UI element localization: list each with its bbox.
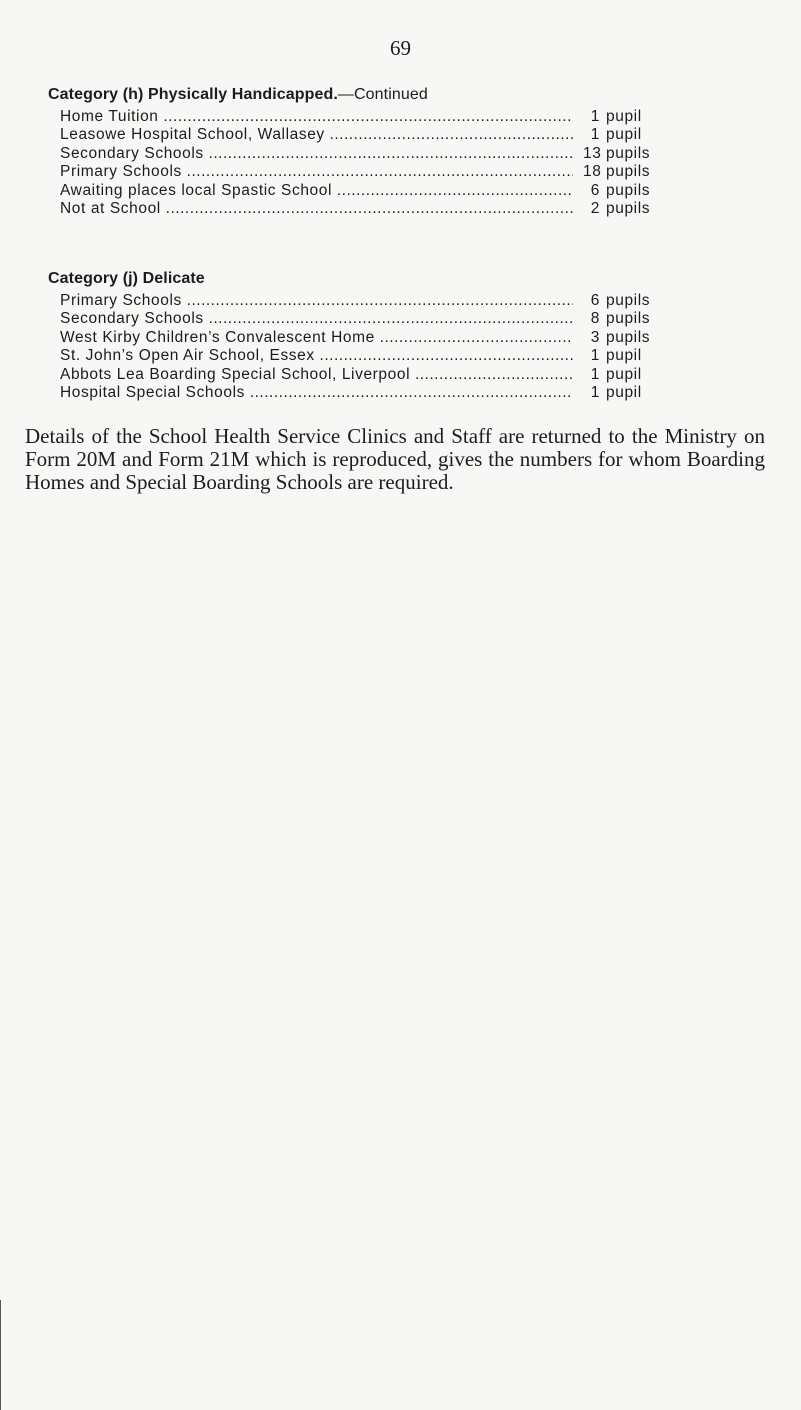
entry-quantity (573, 145, 688, 163)
entry-list (60, 292, 688, 402)
list-item (60, 200, 688, 218)
entry-unit: pupils (606, 163, 651, 181)
entry-quantity (573, 292, 688, 310)
list-item (60, 126, 688, 144)
list-item (60, 384, 688, 402)
entry-label: Not at School ..... (60, 200, 573, 218)
entry-count: 2 (590, 199, 600, 217)
entry-unit: pupils (606, 181, 651, 199)
entry-count: 18 (583, 163, 602, 181)
entry-quantity (573, 200, 688, 218)
entry-count: 13 (583, 144, 602, 162)
section-delicate (48, 268, 688, 402)
entry-list (60, 108, 688, 218)
section-heading (48, 84, 688, 106)
entry-count: 1 (590, 347, 600, 365)
entry-count: 8 (590, 310, 600, 328)
list-item (60, 108, 688, 126)
body-paragraph: Details of the School Health Service Clinics and Staff are returned to the Ministry on Form 20M and Form 21M which is reproduced, gives the numbers for whom Boarding Homes and Special Boarding Schools are required. (25, 424, 765, 494)
entry-quantity (573, 182, 688, 200)
entry-unit: pupil (606, 108, 642, 125)
entry-label: West Kirby Children’s Convalescent Home ..... (60, 329, 573, 347)
entry-label: Awaiting places local Spastic School ..... (60, 182, 573, 200)
section-heading-text: Category (h) Physically Handicapped. (48, 86, 338, 103)
entry-unit: pupil (606, 347, 642, 365)
entry-count: 1 (590, 108, 600, 125)
section-physically-handicapped (48, 84, 688, 218)
entry-label: Primary Schools ..... (60, 163, 573, 181)
entry-count: 6 (590, 292, 600, 309)
entry-count: 1 (590, 126, 600, 144)
entry-quantity (573, 126, 688, 144)
entry-quantity (573, 163, 688, 181)
entry-label: Hospital Special Schools ..... (60, 384, 573, 402)
list-item (60, 329, 688, 347)
continued-label: —Continued (337, 86, 428, 103)
entry-label: Leasowe Hospital School, Wallasey ..... (60, 126, 573, 144)
section-heading: Category (j) Delicate (48, 270, 205, 287)
entry-quantity (573, 310, 688, 328)
entry-unit: pupils (606, 310, 651, 328)
page-number: 69 (390, 36, 411, 60)
list-item (60, 347, 688, 365)
list-item (60, 182, 688, 200)
entry-quantity (573, 347, 688, 365)
list-item (60, 366, 688, 384)
entry-count: 3 (590, 328, 600, 346)
page-edge-divider (0, 1300, 1, 1410)
entry-unit: pupils (606, 199, 651, 217)
list-item (60, 145, 688, 163)
entry-unit: pupil (606, 126, 642, 144)
entry-quantity (573, 366, 688, 384)
entry-quantity (573, 384, 688, 402)
entry-unit: pupil (606, 383, 642, 401)
entry-quantity (573, 329, 688, 347)
entry-quantity (573, 108, 688, 126)
entry-unit: pupil (606, 365, 642, 383)
entry-unit: pupils (606, 292, 651, 309)
entry-label: Primary Schools ..... (60, 292, 573, 310)
list-item (60, 163, 688, 181)
entry-count: 1 (590, 383, 600, 401)
entry-unit: pupils (606, 328, 651, 346)
entry-label: Abbots Lea Boarding Special School, Liverpool ..... (60, 366, 573, 384)
entry-label: Secondary Schools ..... (60, 145, 573, 163)
entry-label: St. John’s Open Air School, Essex ..... (60, 347, 573, 365)
entry-count: 6 (590, 181, 600, 199)
entry-count: 1 (590, 365, 600, 383)
entry-label: Home Tuition ..... (60, 108, 573, 126)
list-item (60, 310, 688, 328)
entry-label: Secondary Schools ..... (60, 310, 573, 328)
list-item (60, 292, 688, 310)
entry-unit: pupils (606, 144, 651, 162)
